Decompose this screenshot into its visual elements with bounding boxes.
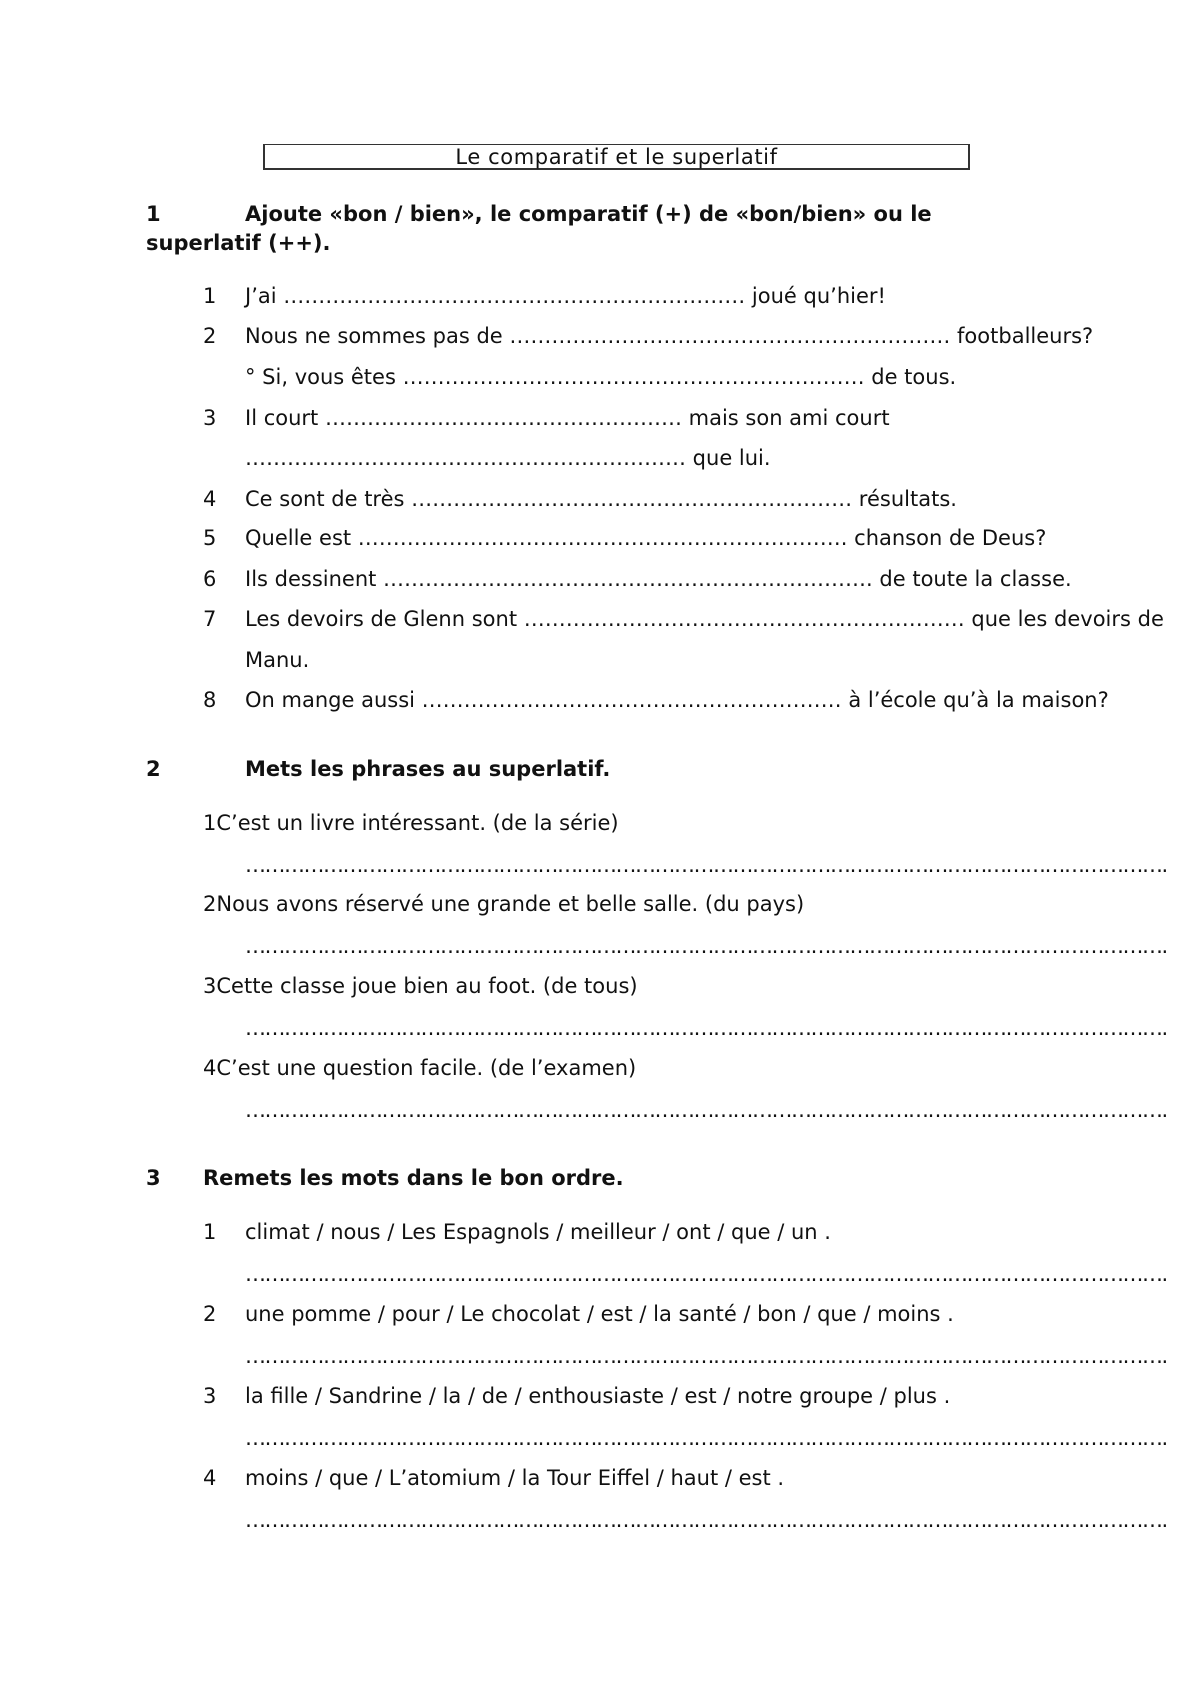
item-number: 2 [203,324,217,348]
word-list: climat / nous / Les Espagnols / meilleur / ont / que / un . [245,1220,831,1244]
item-number: 1 [203,1220,217,1244]
answer-line: ……………………………………………………………………………………………………………………………. [245,1508,1167,1532]
exercise-2-instruction: Mets les phrases au superlatif. [245,757,611,781]
fill-in-line: Quelle est ……………………………………………………………. chanson de Deus? [245,526,1047,550]
item-number: 6 [203,567,217,591]
answer-line: ……………………………………………………………………………………………………………………………. [245,934,1167,958]
word-list: moins / que / L’atomium / la Tour Eiffel / haut / est . [245,1466,785,1490]
exercise-1-number: 1 [146,202,161,226]
word-list: une pomme / pour / Le chocolat / est / la santé / bon / que / moins . [245,1302,954,1326]
page-title: Le comparatif et le superlatif [455,145,778,169]
answer-line: ……………………………………………………………………………………………………………………………. [245,1016,1167,1040]
fill-in-line: Manu. [245,648,310,672]
answer-line: ……………………………………………………………………………………………………………………………. [245,853,1167,877]
item-number: 7 [203,607,217,631]
fill-in-line: Il court …………………………………………… mais son ami court [245,406,890,430]
item-number: 4 [203,1056,217,1080]
exercise-1-instruction-cont: superlatif (++). [146,231,331,255]
fill-in-line: J’ai ………………………………………………………… joué qu’hier! [245,284,886,308]
fill-in-line: Ce sont de très ……………………………………………………… résultats. [245,487,957,511]
item-number: 2 [203,892,217,916]
answer-line: ……………………………………………………………………………………………………………………………. [245,1344,1167,1368]
fill-in-line: ……………………………………………………… que lui. [245,446,771,470]
fill-in-line: On mange aussi …………………………………………………… à l’école qu’à la maison? [245,688,1109,712]
answer-line: ……………………………………………………………………………………………………………………………. [245,1426,1167,1450]
answer-line: ……………………………………………………………………………………………………………………………. [245,1262,1167,1286]
item-number: 3 [203,974,217,998]
fill-in-line: Ils dessinent ……………………………………………………………. de toute la classe. [245,567,1072,591]
item-number: 1 [203,811,217,835]
sentence-text: C’est un livre intéressant. (de la série) [216,811,619,835]
sentence-item [203,811,619,835]
exercise-2-number: 2 [146,757,161,781]
answer-line: ……………………………………………………………………………………………………………………………. [245,1098,1167,1122]
item-number: 3 [203,1384,217,1408]
item-number: 5 [203,526,217,550]
fill-in-line: Les devoirs de Glenn sont ……………………………………………………… que les devoirs de [245,607,1164,631]
item-number: 4 [203,487,217,511]
item-number: 2 [203,1302,217,1326]
sentence-item [203,892,804,916]
exercise-3-number: 3 [146,1166,161,1190]
sentence-text: Nous avons réservé une grande et belle salle. (du pays) [216,892,805,916]
item-number: 4 [203,1466,217,1490]
sentence-item [203,1056,636,1080]
sentence-item [203,974,638,998]
fill-in-line: ° Si, vous êtes ………………………………………………………… de tous. [245,365,957,389]
sentence-text: Cette classe joue bien au foot. (de tous) [216,974,638,998]
sentence-text: C’est une question facile. (de l’examen) [216,1056,637,1080]
item-number: 1 [203,284,217,308]
exercise-1-instruction: Ajoute «bon / bien», le comparatif (+) de «bon/bien» ou le [245,202,932,226]
item-number: 8 [203,688,217,712]
word-list: la fille / Sandrine / la / de / enthousiaste / est / notre groupe / plus . [245,1384,951,1408]
fill-in-line: Nous ne sommes pas de ……………………………………………………… footballeurs? [245,324,1094,348]
exercise-3-instruction: Remets les mots dans le bon ordre. [203,1166,624,1190]
item-number: 3 [203,406,217,430]
